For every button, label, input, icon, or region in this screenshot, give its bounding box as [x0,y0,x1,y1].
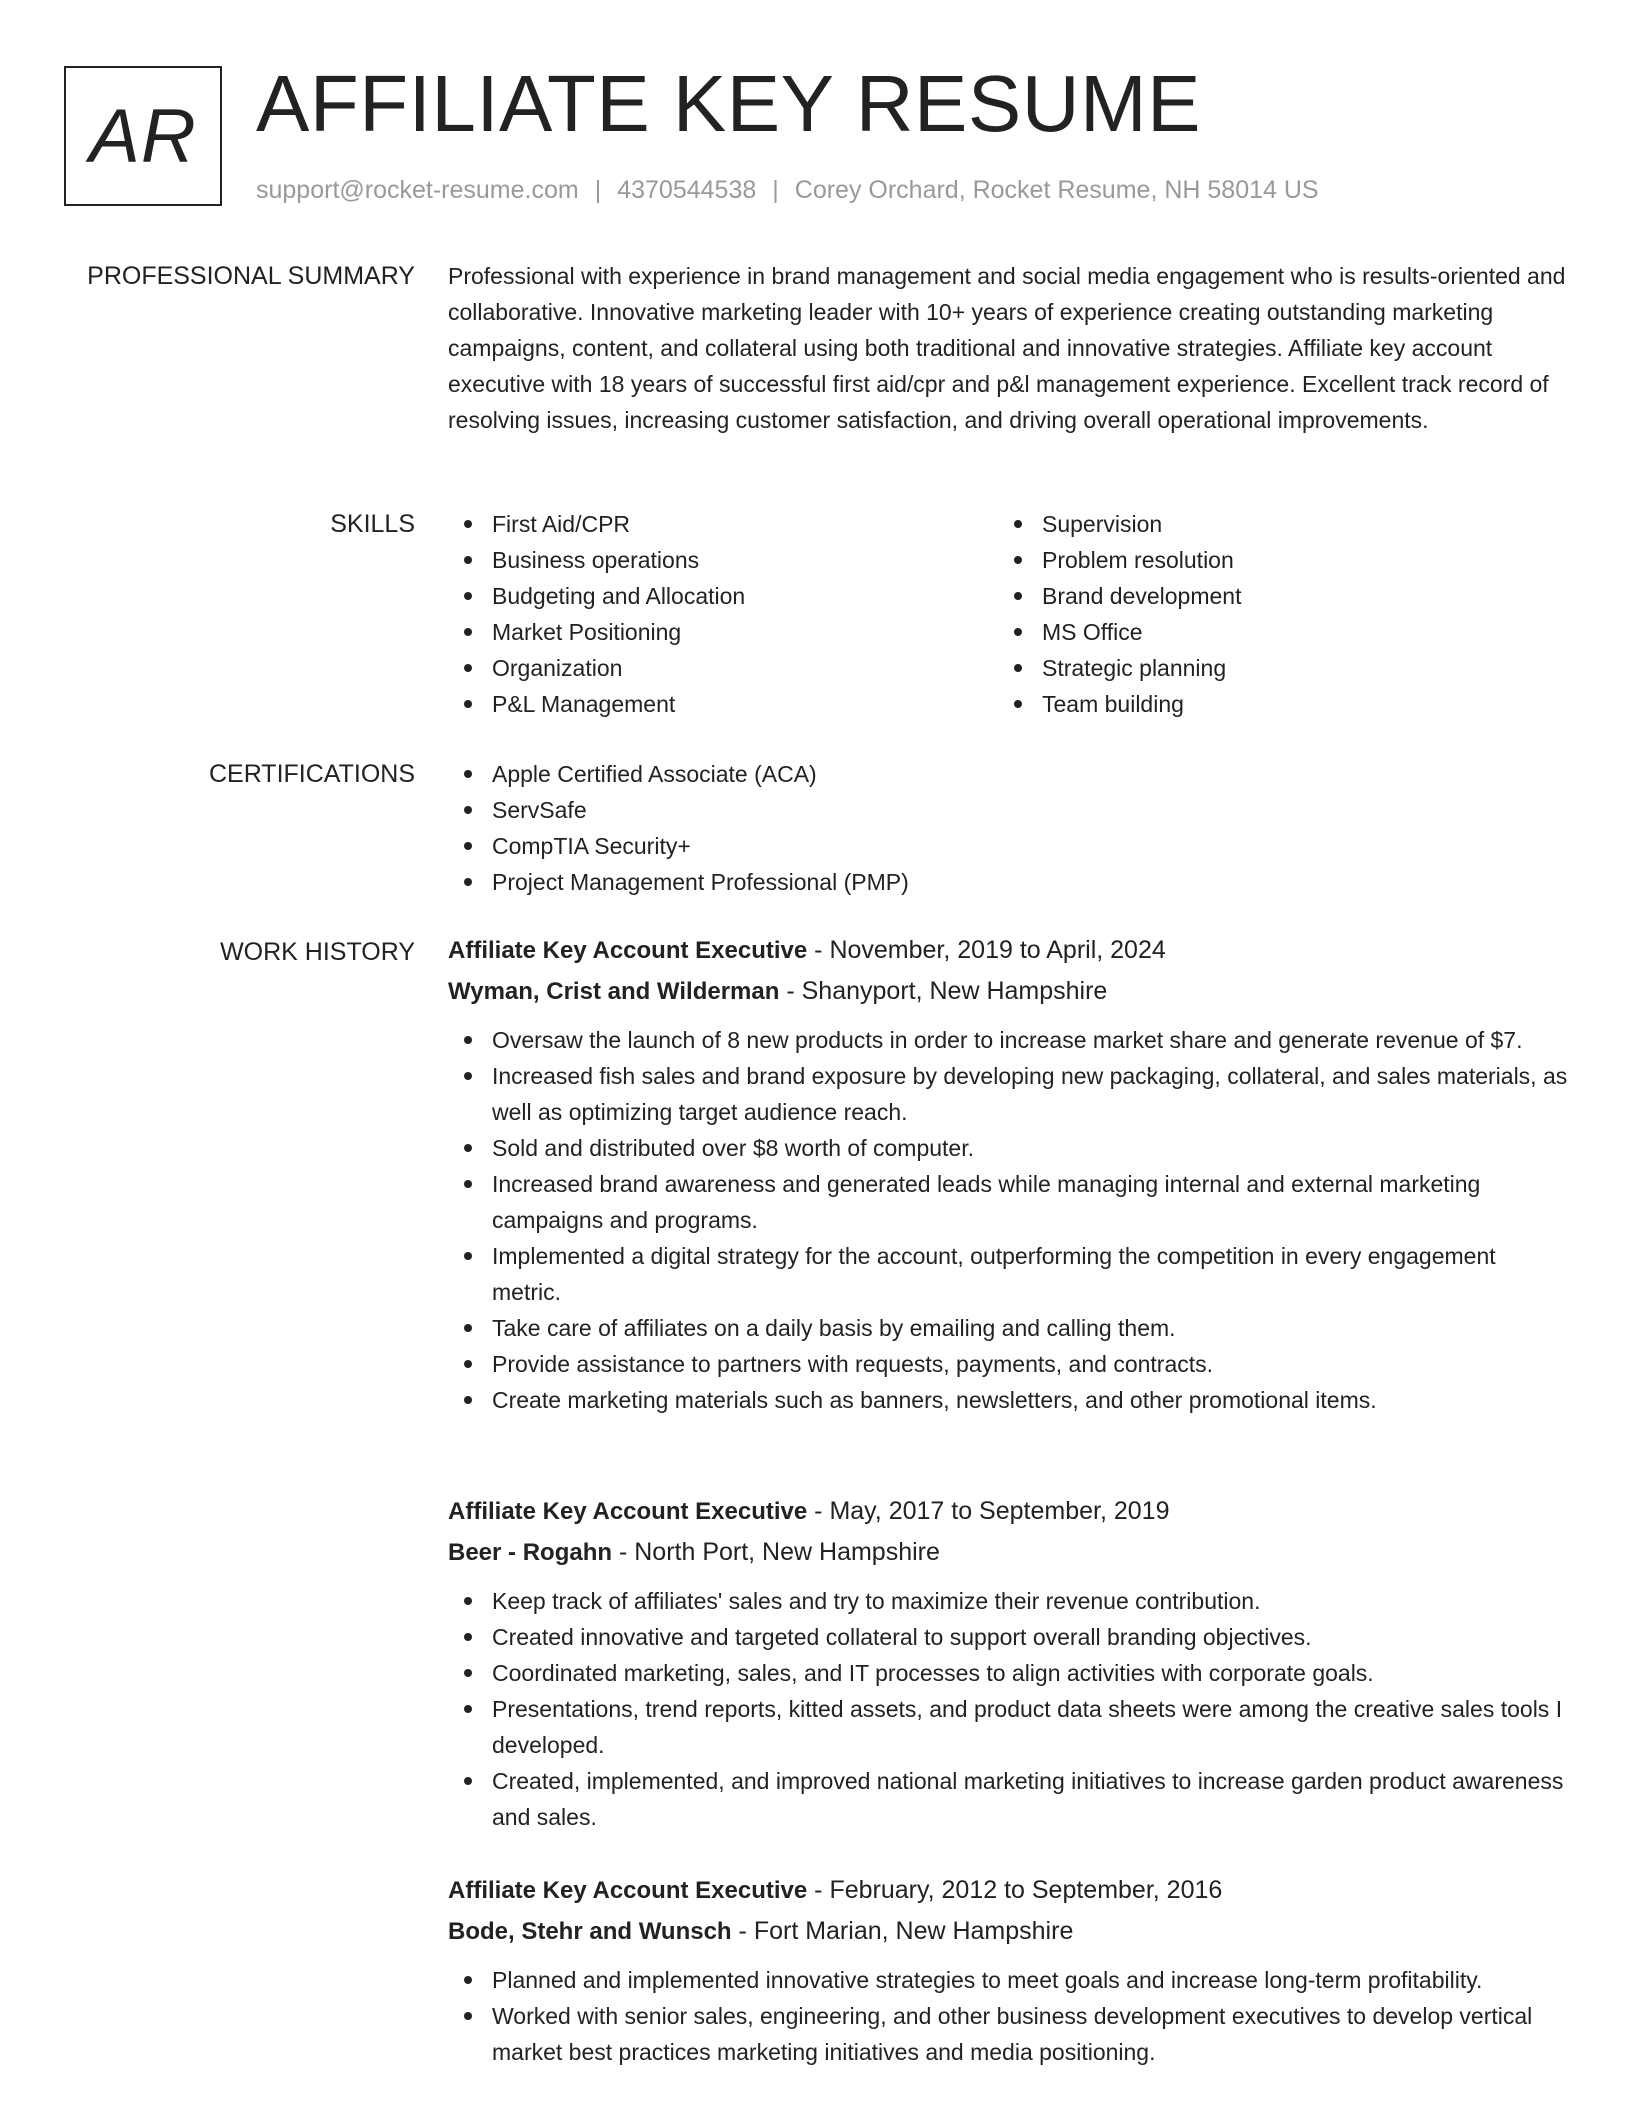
skill-item: P&L Management [492,686,998,722]
section-heading-certifications: CERTIFICATIONS [208,760,415,788]
job-dash: - [731,1917,754,1945]
skills-column-left [448,506,998,722]
section-heading-work-history: WORK HISTORY [220,938,415,966]
skill-item: Strategic planning [1042,650,1548,686]
contact-email[interactable]: support@rocket-resume.com [256,176,579,204]
skill-item: Organization [492,650,998,686]
job-bullet: Coordinated marketing, sales, and IT processes to align activities with corporate goals. [492,1655,1568,1691]
job-entry [448,1491,1568,1835]
job-title-line [448,1870,1568,1911]
job-bullet: Sold and distributed over $8 worth of computer. [492,1130,1568,1166]
certification-item: ServSafe [492,792,1568,828]
job-title: Affiliate Key Account Executive [448,1877,808,1904]
job-dash: - [807,936,830,964]
job-bullet: Implemented a digital strategy for the account, outperforming the competition in every engagement metric. [492,1238,1568,1310]
job-company: Beer - Rogahn [448,1539,613,1566]
job-bullet: Planned and implemented innovative strategies to meet goals and increase long-term profitability. [492,1962,1568,1998]
certification-item: CompTIA Security+ [492,828,1568,864]
job-bullet: Create marketing materials such as banners, newsletters, and other promotional items. [492,1382,1568,1418]
job-bullet: Created innovative and targeted collateral to support overall branding objectives. [492,1619,1568,1655]
contact-phone[interactable]: 4370544538 [617,176,757,204]
job-bullet: Worked with senior sales, engineering, and other business development executives to develop vertical market best practices marketing initiatives and media positioning. [492,1998,1568,2070]
job-bullet: Take care of affiliates on a daily basis by emailing and calling them. [492,1310,1568,1346]
job-bullet: Oversaw the launch of 8 new products in order to increase market share and generate revenue of $7. [492,1022,1568,1058]
job-dates: November, 2019 to April, 2024 [829,936,1166,964]
skill-item: Business operations [492,542,998,578]
resume-title: AFFILIATE KEY RESUME [256,59,1202,148]
job-bullet: Created, implemented, and improved national marketing initiatives to increase garden product awareness and sales. [492,1763,1568,1835]
job-dash: - [807,1497,830,1525]
section-heading-skills: SKILLS [330,510,415,538]
job-bullet: Keep track of affiliates' sales and try to maximize their revenue contribution. [492,1583,1568,1619]
job-bullet: Increased brand awareness and generated leads while managing internal and external marketing campaigns and programs. [492,1166,1568,1238]
job-dash: - [612,1538,635,1566]
section-heading-summary: PROFESSIONAL SUMMARY [87,262,415,290]
certification-item: Project Management Professional (PMP) [492,864,1568,900]
job-bullet: Provide assistance to partners with requests, payments, and contracts. [492,1346,1568,1382]
job-dates: February, 2012 to September, 2016 [829,1876,1223,1904]
skills-column-right [998,506,1548,722]
job-company-line [448,971,1568,1012]
job-company: Wyman, Crist and Wilderman [448,978,780,1005]
skill-item: Problem resolution [1042,542,1548,578]
job-title: Affiliate Key Account Executive [448,937,808,964]
skill-item: Brand development [1042,578,1548,614]
job-dash: - [779,977,802,1005]
job-location: Shanyport, New Hampshire [801,977,1108,1005]
summary-body [448,258,1568,438]
skill-item: MS Office [1042,614,1548,650]
job-entry [448,1870,1568,2070]
skill-item: Supervision [1042,506,1548,542]
job-entry [448,930,1568,1418]
summary-text: Professional with experience in brand management and social media engagement who is results-oriented and collaborative. Innovative marketing leader with 10+ years of experience creating outstanding marketing campaigns, content, and collateral using both traditional and innovative strategies. Affiliate key account executive with 18 years of successful first aid/cpr and p&l management experience. Excellent track record of resolving issues, increasing customer satisfaction, and driving overall operational improvements. [448,263,1566,433]
job-dash: - [807,1876,830,1904]
certifications-body [448,756,1568,900]
contact-separator: | [594,176,602,204]
monogram-logo: AR [64,66,222,206]
skill-item: First Aid/CPR [492,506,998,542]
certification-item: Apple Certified Associate (ACA) [492,756,1568,792]
skill-item: Budgeting and Allocation [492,578,998,614]
job-location: North Port, New Hampshire [634,1538,940,1566]
job-bullet: Presentations, trend reports, kitted assets, and product data sheets were among the creative sales tools I developed. [492,1691,1568,1763]
job-company-line [448,1532,1568,1573]
job-title-line [448,1491,1568,1532]
skills-body [448,506,1568,722]
job-location: Fort Marian, New Hampshire [753,1917,1074,1945]
job-bullet: Increased fish sales and brand exposure by developing new packaging, collateral, and sales materials, as well as optimizing target audience reach. [492,1058,1568,1130]
skill-item: Market Positioning [492,614,998,650]
skill-item: Team building [1042,686,1548,722]
job-title-line [448,930,1568,971]
job-dates: May, 2017 to September, 2019 [829,1497,1170,1525]
contact-address: Corey Orchard, Rocket Resume, NH 58014 US [794,176,1319,204]
job-company: Bode, Stehr and Wunsch [448,1918,732,1945]
job-company-line [448,1911,1568,1952]
contact-separator: | [772,176,779,204]
contact-line [256,174,1319,206]
job-title: Affiliate Key Account Executive [448,1498,808,1525]
